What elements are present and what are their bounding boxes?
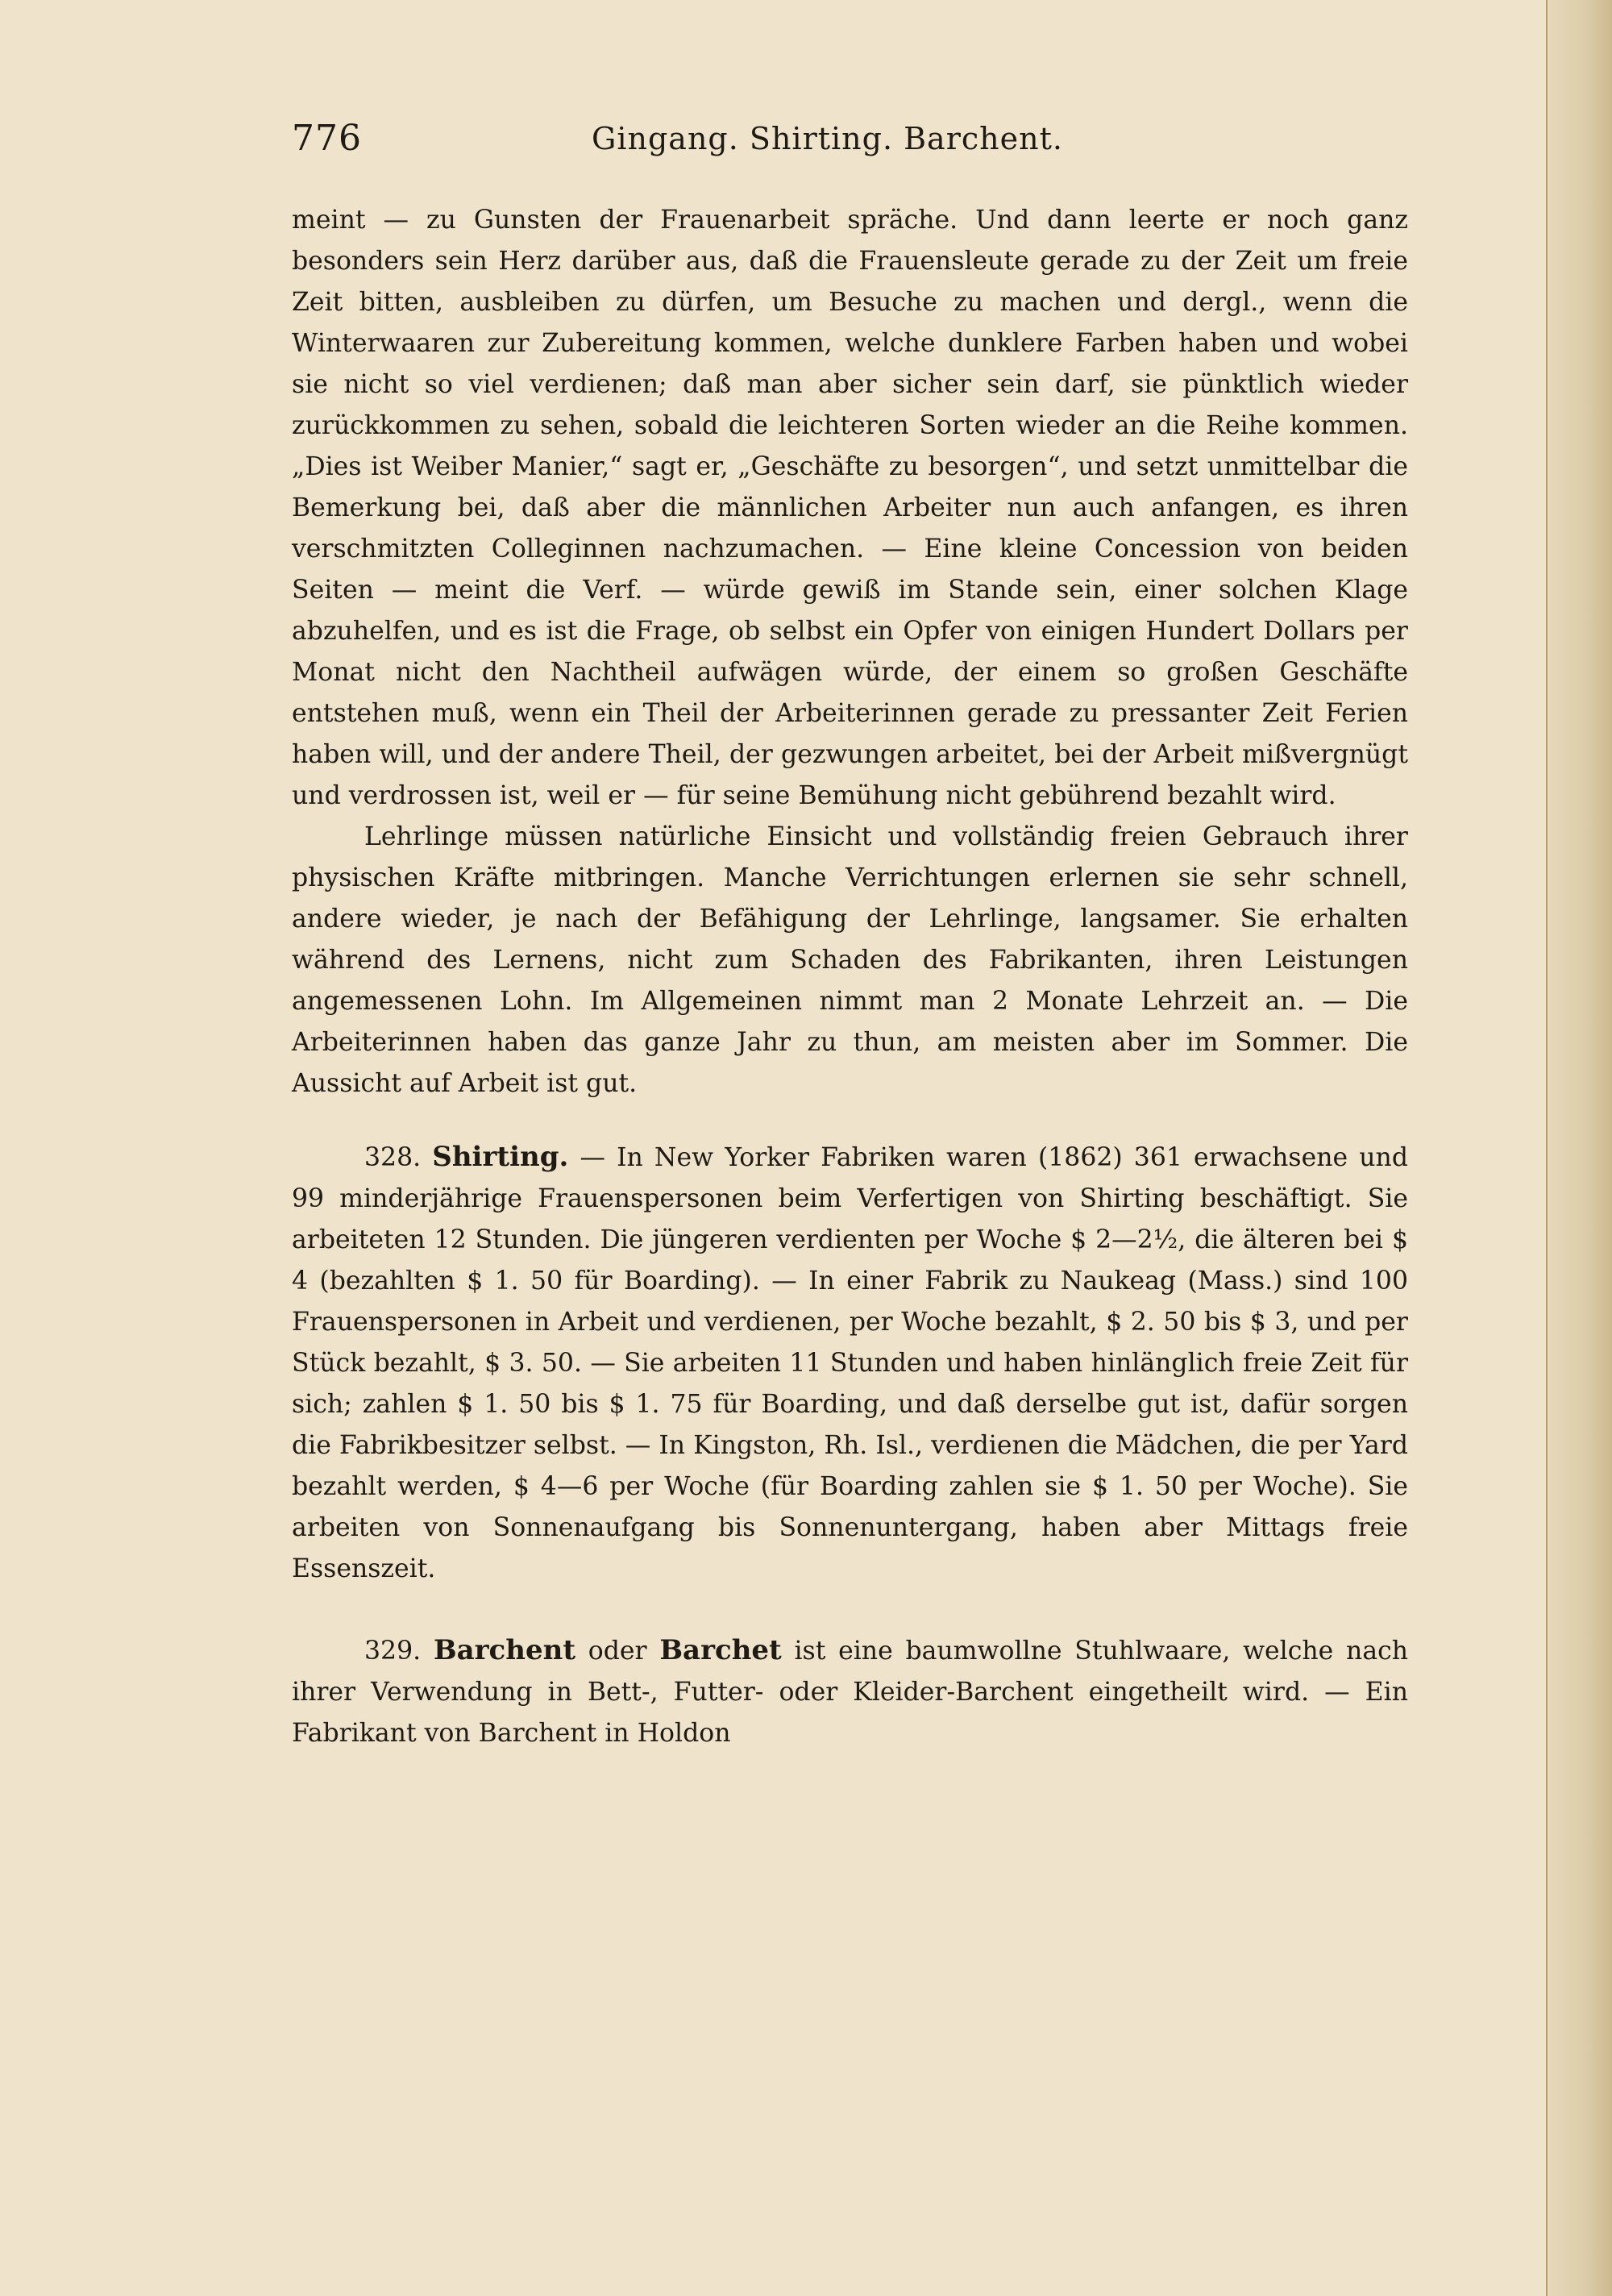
- section-329-title: Barchent: [433, 1634, 576, 1666]
- running-head: Gingang. Shirting. Barchent.: [592, 121, 1063, 156]
- section-329-text: ist eine baumwollne Stuhlwaare, welche nach ihrer Verwendung in Bett-, Futter- oder Kleider-Barchent eingetheilt wird. — Ein Fabrikant von Barchent in Holdon: [292, 1637, 1409, 1748]
- section-329-number: 329.: [364, 1637, 422, 1666]
- page-number: 776: [292, 118, 362, 159]
- paragraph-continuation: meint — zu Gunsten der Frauenarbeit spräche. Und dann leerte er noch ganz besonders sein Herz darüber aus, daß die Frauensleute gerade zu der Zeit um freie Zeit bitten, ausbleiben zu dürfen, um Besuche zu machen und dergl., wenn die Winterwaaren zur Zubereitung kommen, welche dunklere Farben haben und wobei sie nicht so viel verdienen; daß man aber sicher sein darf, sie pünktlich wieder zurückkommen zu sehen, sobald die leichteren Sorten wieder an die Reihe kommen. „Dies ist Weiber Manier,“ sagt er, „Geschäfte zu besorgen“, und setzt unmittelbar die Bemerkung bei, daß aber die männlichen Arbeiter nun auch anfangen, es ihren verschmitzten Colleginnen nachzumachen. — Eine kleine Concession von beiden Seiten — meint die Verf. — würde gewiß im Stande sein, einer solchen Klage abzuhelfen, und es ist die Frage, ob selbst ein Opfer von einigen Hundert Dollars per Monat nicht den Nachtheil aufwägen würde, der einem so großen Geschäfte entstehen muß, wenn ein Theil der Arbeiterinnen gerade zu pressanter Zeit Ferien haben will, und der andere Theil, der gezwungen arbeitet, bei der Arbeit mißvergnügt und verdrossen ist, weil er — für seine Bemühung nicht gebührend bezahlt wird.: [292, 206, 1408, 810]
- page-header: [292, 118, 1420, 166]
- section-329-title-alt: Barchet: [659, 1634, 782, 1666]
- section-329-connector: oder: [588, 1637, 647, 1666]
- body-text: [292, 200, 1408, 1754]
- section-328: [292, 1137, 1408, 1590]
- paragraph-apprentices: Lehrlinge müssen natürliche Einsicht und vollständig freien Gebrauch ihrer physischen Kräfte mitbringen. Manche Verrichtungen erlernen sie sehr schnell, andere wieder, je nach der Befähigung der Lehrlinge, langsamer. Sie erhalten während des Lernens, nicht zum Schaden des Fabrikanten, ihren Leistungen angemessenen Lohn. Im Allgemeinen nimmt man 2 Monate Lehrzeit an. — Die Arbeiterinnen haben das ganze Jahr zu thun, am meisten aber im Sommer. Die Aussicht auf Arbeit ist gut.: [292, 822, 1408, 1098]
- page-edge: [1548, 0, 1612, 2296]
- section-328-text: — In New Yorker Fabriken waren (1862) 361 erwachsene und 99 minderjährige Frauenspersonen beim Verfertigen von Shirting beschäftigt. Sie arbeiteten 12 Stunden. Die jüngeren verdienten per Woche $ 2—2½, die älteren bei $ 4 (bezahlten $ 1. 50 für Boarding). — In einer Fabrik zu Naukeag (Mass.) sind 100 Frauenspersonen in Arbeit und verdienen, per Woche bezahlt, $ 2. 50 bis $ 3, und per Stück bezahlt, $ 3. 50. — Sie arbeiten 11 Stunden und haben hinlänglich freie Zeit für sich; zahlen $ 1. 50 bis $ 1. 75 für Boarding, und daß derselbe gut ist, dafür sorgen die Fabrikbesitzer selbst. — In Kingston, Rh. Isl., verdienen die Mädchen, die per Yard bezahlt werden, $ 4—6 per Woche (für Boarding zahlen sie $ 1. 50 per Woche). Sie arbeiten von Sonnenaufgang bis Sonnenuntergang, haben aber Mittags freie Essenszeit.: [292, 1143, 1409, 1583]
- section-328-title: Shirting.: [432, 1141, 569, 1173]
- section-328-number: 328.: [364, 1143, 422, 1172]
- section-329: [292, 1630, 1408, 1754]
